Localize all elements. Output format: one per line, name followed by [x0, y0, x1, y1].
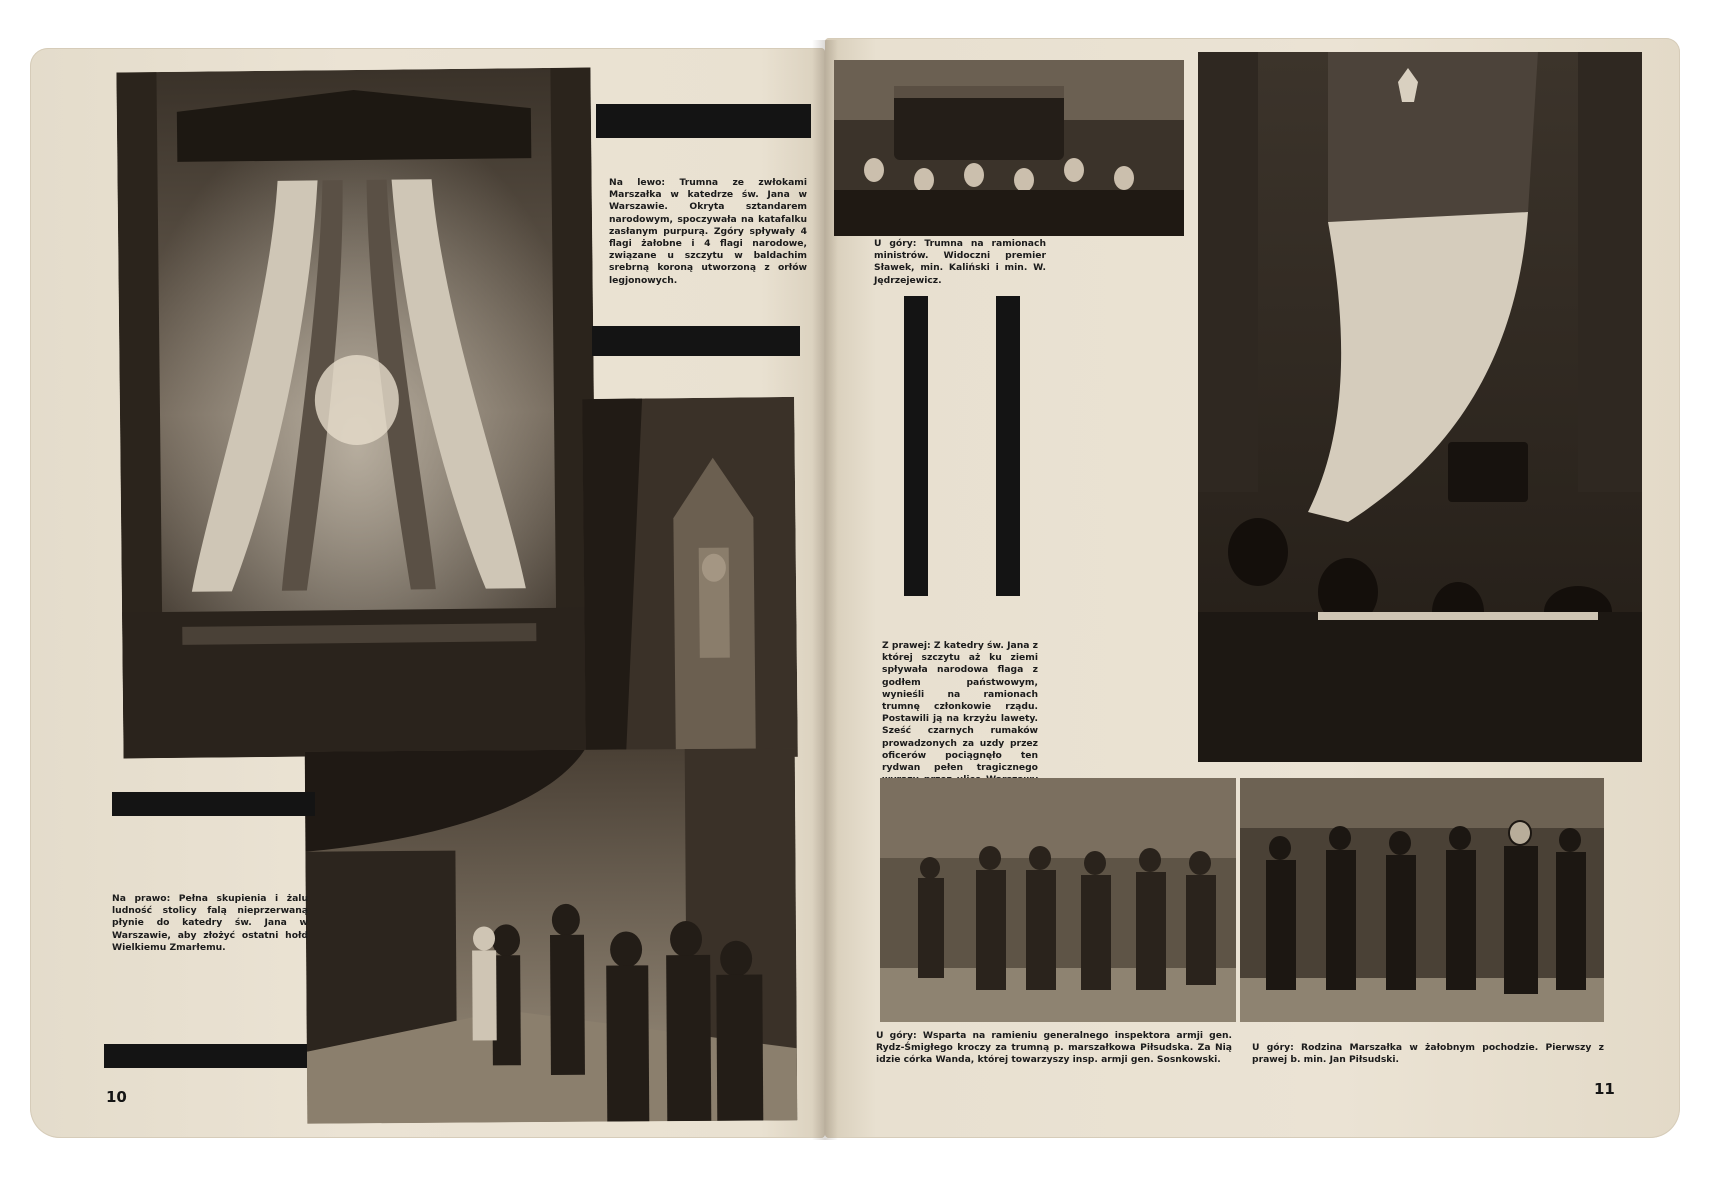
decorative-bar	[112, 792, 315, 816]
decorative-bar	[104, 1044, 307, 1068]
caption-family-procession: U góry: Rodzina Marszałka w żałobnym pochodzie. Pierwszy z prawej b. min. Jan Piłsudski.	[1252, 1042, 1604, 1066]
caption-coffin-ministers: U góry: Trumna na ramionach ministrów. Widoczni premier Sławek, min. Kaliński i min. W. Jędrzejewicz.	[874, 238, 1046, 286]
page-number-right: 11	[1594, 1080, 1615, 1098]
caption-catafalque: Na lewo: Trumna ze zwłokami Marszałka w katedrze św. Jana w Warszawie. Okryta sztandarem narodowym, spoczywała na katafalku zasłanym purpurą. Zgóry spływały 4 flagi żałobne i 4 flagi narodowe, związane u szczytu w baldachim srebrną koroną utworzoną z orłów legjonowych.	[609, 177, 807, 286]
decorative-bar	[596, 104, 811, 138]
cathedral-doorway-photo	[582, 397, 798, 759]
decorative-vertical-bar	[996, 296, 1020, 596]
decorative-bar	[592, 326, 800, 356]
caption-cathedral-flag: Z prawej: Z katedry św. Jana z której szczytu aż ku ziemi spływała narodowa flaga z godłem państwowym, wynieśli na ramionach trumnę członkowie rządu. Postawili ją na krzyżu lawety. Sześć czarnych rumaków prowadzonych za uzdy przez oficerów pociągnęło ten rydwan pełen tragicznego	[882, 640, 1038, 774]
coffin-carried-by-ministers-photo	[834, 60, 1184, 236]
caption-mourners: Na prawo: Pełna skupienia i żalu ludność stolicy falą nieprzerwaną płynie do katedry św. Jana w Warszawie, aby złożyć ostatni hołd Wielkiemu Zmarłemu.	[112, 893, 308, 953]
cathedral-catafalque-photo	[116, 68, 597, 759]
mourners-crowd-photo	[305, 748, 798, 1123]
caption-widow-procession: U góry: Wsparta na ramieniu generalnego inspektora armji gen. Rydz-Śmigłego kroczy za trumną p. marszałkowa Piłsudska. Za Nią idzie córka Wanda, której towarzyszy insp. armji gen. Sosnkowski.	[876, 1030, 1232, 1066]
marshal-family-procession-photo	[1240, 778, 1604, 1022]
cathedral-flag-funeral-photo	[1198, 52, 1642, 762]
decorative-vertical-bar	[904, 296, 928, 596]
marshal-widow-procession-photo	[880, 778, 1236, 1022]
page-number-left: 10	[106, 1088, 127, 1106]
